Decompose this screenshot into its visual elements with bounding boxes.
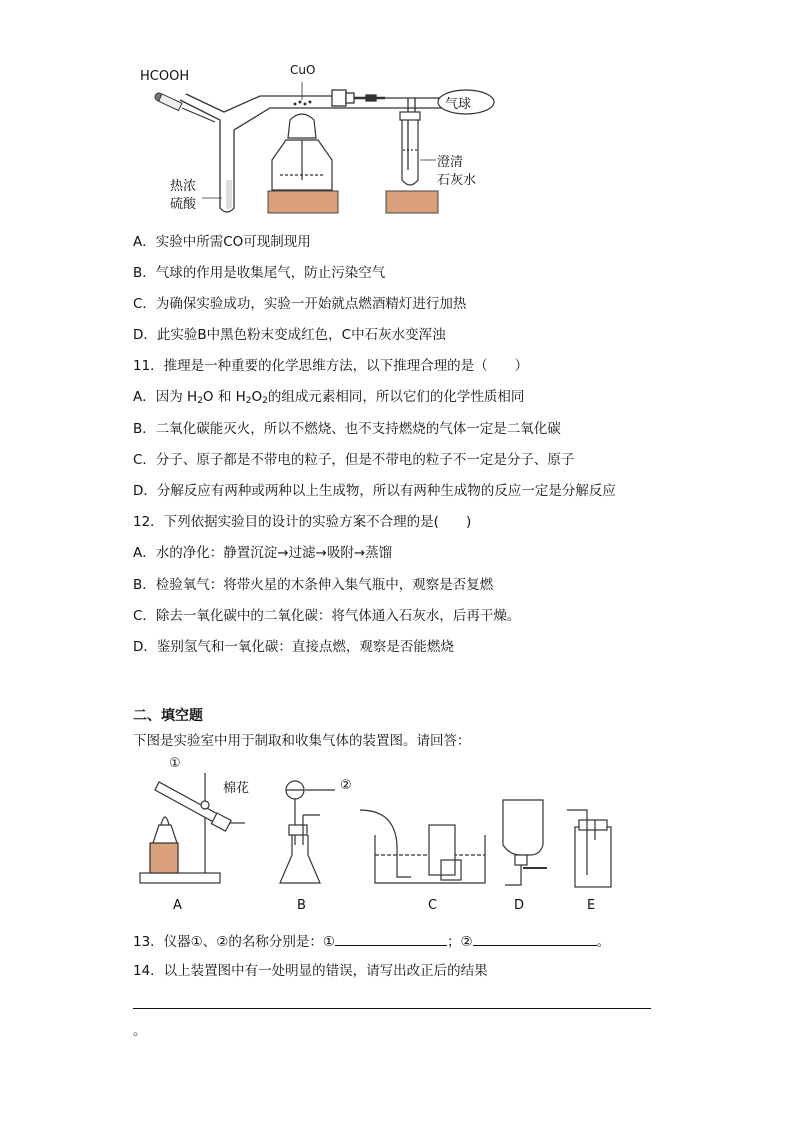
q11-stem: 11．推理是一种重要的化学思维方法，以下推理合理的是（ ） [133,358,529,374]
acid-label-line1: 热浓 [170,179,197,194]
wood-block-c-icon [386,191,438,213]
apparatus-c-icon [360,810,485,883]
figure-gas-apparatus [135,756,615,915]
dropper-icon [155,93,215,122]
q14-end: 。 [133,1023,147,1039]
hcooh-label: HCOOH [140,69,190,84]
q12-stem: 12．下列依据实验目的设计的实验方案不合理的是( ) [133,514,472,530]
q10-option-d: D．此实验B中黑色粉末变成红色，C中石灰水变浑浊 [133,327,446,343]
q11-option-d: D．分解反应有两种或两种以上生成物，所以有两种生成物的反应一定是分解反应 [133,483,616,499]
delivery-tube-icon [385,98,440,170]
q13-separator: ；② [447,934,473,950]
combustion-tube-icon [332,90,385,106]
cuo-label: CuO [290,63,316,77]
q11-option-b: B．二氧化碳能灭火，所以不燃烧、也不支持燃烧的气体一定是二氧化碳 [133,421,561,437]
q14-stem: 14．以上装置图中有一处明显的错误，请写出改正后的结果 [133,963,488,979]
q13-prefix: 13．仪器①、②的名称分别是：① [133,934,335,950]
apparatus-b-icon [280,781,335,883]
gas-apparatus-drawing [135,765,615,915]
q11-option-a: A．因为 $H_2O$ 和 $H_2O_2$的组成元素相同，所以它们的化学性质相同 [133,389,525,406]
q12-option-b: B．检验氧气：将带火星的木条伸入集气瓶中，观察是否复燃 [133,577,494,593]
label-e: E [587,898,596,913]
mark-2: ② [340,778,352,793]
q13 [133,931,610,951]
mark-1: ① [169,756,181,771]
balloon-label: 气球 [445,97,472,112]
q12-option-a: A．水的净化：静置沉淀→过滤→吸附→蒸馏 [133,545,393,561]
q12-option-d: D．鉴别氢气和一氧化碳：直接点燃，观察是否能燃烧 [133,639,454,655]
q10-option-c: C．为确保实验成功，实验一开始就点燃酒精灯进行加热 [133,296,467,312]
limewater-label-line1: 澄清 [437,155,464,170]
alcohol-lamp-icon [272,114,332,190]
q12-option-c: C．除去一氧化碳中的二氧化碳：将气体通入石灰水，后再干燥。 [133,608,521,624]
q10-option-a: A．实验中所需CO可现制现用 [133,234,311,250]
answer-blank-2[interactable] [473,931,597,946]
figure-co-reduction [140,60,510,220]
cotton-label: 棉花 [223,781,250,796]
wood-block-icon [268,191,338,213]
label-d: D [514,898,525,913]
apparatus-e-icon [567,810,611,887]
label-c: C [428,898,438,913]
label-b: B [297,898,306,913]
limewater-label-line2: 石灰水 [437,173,477,188]
label-a: A [173,898,182,913]
acid-label-line2: 硫酸 [170,197,197,212]
cuo-powder-icon [294,82,312,106]
apparatus-d-icon [503,800,547,885]
section-intro: 下图是实验室中用于制取和收集气体的装置图。请回答： [133,733,471,749]
test-tube-c-icon [400,112,420,185]
answer-blank-1[interactable] [335,931,447,946]
q11-option-c: C．分子、原子都是不带电的粒子，但是不带电的粒子不一定是分子、原子 [133,452,575,468]
section-title: 二、填空题 [133,708,203,724]
answer-line-q14[interactable] [133,1008,651,1009]
q10-option-b: B．气球的作用是收集尾气，防止污染空气 [133,265,386,281]
q13-end: 。 [596,934,611,950]
